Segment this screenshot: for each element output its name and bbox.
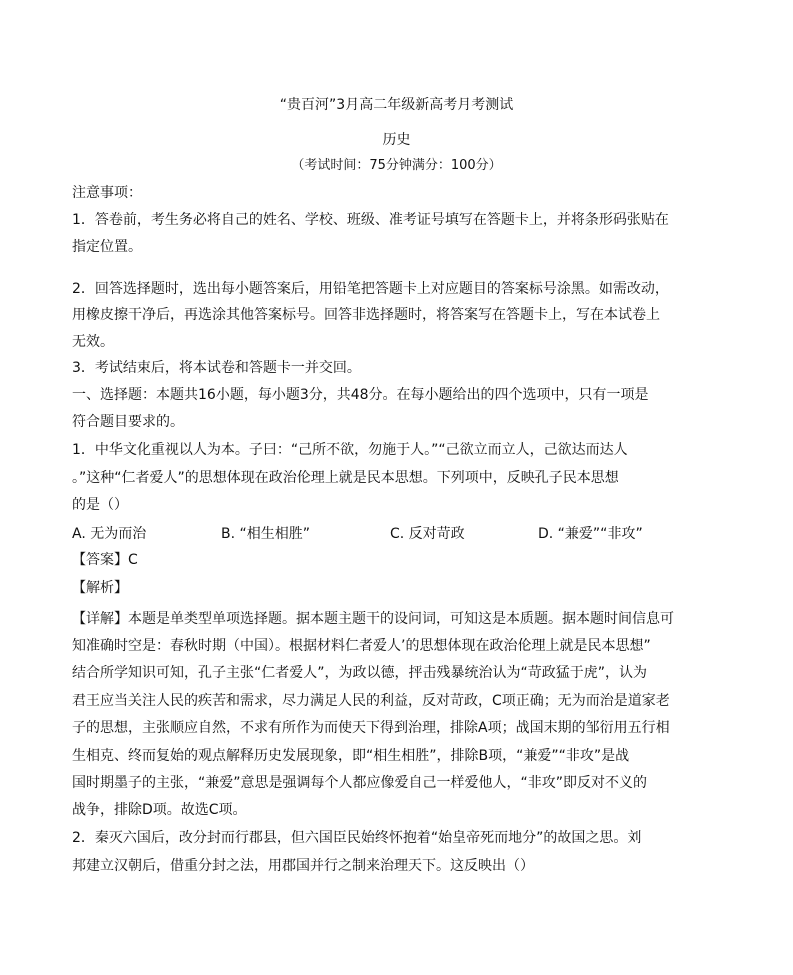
q1-option-b: B. “相生相胜” (221, 526, 311, 542)
q1-stem-line-1: 1．中华文化重视以人为本。子曰：“己所不欲，勿施于人。”“己欲立而立人，己欲达而达人 (72, 442, 628, 458)
q1-stem-line-3: 的是（） (72, 497, 128, 513)
q1-option-d: D. “兼爱”“非攻” (538, 526, 643, 542)
q1-detail-line-3: 结合所学知识可知，孔子主张“仁者爱人”，为政以德，抨击残暴统治认为“苛政猛于虎”，认为 (72, 665, 648, 681)
q1-option-c: C. 反对苛政 (390, 526, 465, 542)
q1-option-a: A. 无为而治 (72, 526, 147, 542)
q1-detail-line-1: 【详解】本题是单类型单项选择题。据本题主题干的设问词，可知这是本质题。据本题时间信息可 (72, 611, 674, 627)
q1-detail-line-7: 国时期墨子的主张，“兼爱”意思是强调每个人都应像爱自己一样爱他人，“非攻”即反对不义的 (72, 775, 648, 791)
q2-stem-line-2: 邦建立汉朝后，借重分封之法，用郡国并行之制来治理天下。这反映出（） (72, 858, 534, 874)
q1-detail-line-8: 战争，排除D项。故选C项。 (72, 802, 247, 818)
section-1-line-2: 符合题目要求的。 (72, 414, 184, 430)
subject-title: 历史 (382, 132, 411, 148)
note-3: 3．考试结束后，将本试卷和答题卡一并交回。 (72, 360, 361, 376)
note-2-line-1: 2．回答选择题时，选出每小题答案后，用铅笔把答题卡上对应题目的答案标号涂黑。如需改动， (72, 281, 669, 297)
q1-detail-line-2: 知准确时空是：春秋时期（中国）。根据材料仁者爱人’的思想体现在政治伦理上就是民本思想” (72, 638, 651, 654)
q1-analysis-label: 【解析】 (72, 580, 128, 596)
q1-answer: 【答案】C (72, 552, 138, 568)
note-1-line-1: 1．答卷前，考生务必将自己的姓名、学校、班级、准考证号填写在答题卡上，并将条形码张贴在 (72, 212, 669, 228)
exam-info: （考试时间：75分钟满分：100分） (291, 158, 502, 173)
note-2-line-2: 用橡皮擦干净后，再选涂其他答案标号。回答非选择题时，将答案写在答题卡上，写在本试卷上 (72, 307, 660, 323)
q1-stem-line-2: 。”这种“仁者爱人”的思想体现在政治伦理上就是民本思想。下列项中，反映孔子民本思想 (72, 470, 619, 486)
notes-heading: 注意事项： (72, 185, 142, 201)
note-1-line-2: 指定位置。 (72, 239, 142, 255)
section-1-line-1: 一、选择题：本题共16小题，每小题3分，共48分。在每小题给出的四个选项中，只有一项是 (72, 387, 649, 403)
q1-detail-line-5: 子的思想，主张顺应自然，不求有所作为而使天下得到治理，排除A项；战国末期的邹衍用五行相 (72, 720, 670, 736)
exam-title: “贵百河”3月高二年级新高考月考测试 (279, 97, 514, 113)
q2-stem-line-1: 2．秦灭六国后，改分封而行郡县，但六国臣民始终怀抱着“始皇帝死而地分”的故国之思。刘 (72, 830, 642, 846)
note-2-line-3: 无效。 (72, 334, 114, 350)
q1-detail-line-4: 君王应当关注人民的疾苦和需求，尽力满足人民的利益，反对苛政，C项正确；无为而治是道家老 (72, 693, 670, 709)
q1-detail-line-6: 生相克、终而复始的观点解释历史发展现象，即“相生相胜”，排除B项，“兼爱”“非攻”是战 (72, 748, 630, 764)
